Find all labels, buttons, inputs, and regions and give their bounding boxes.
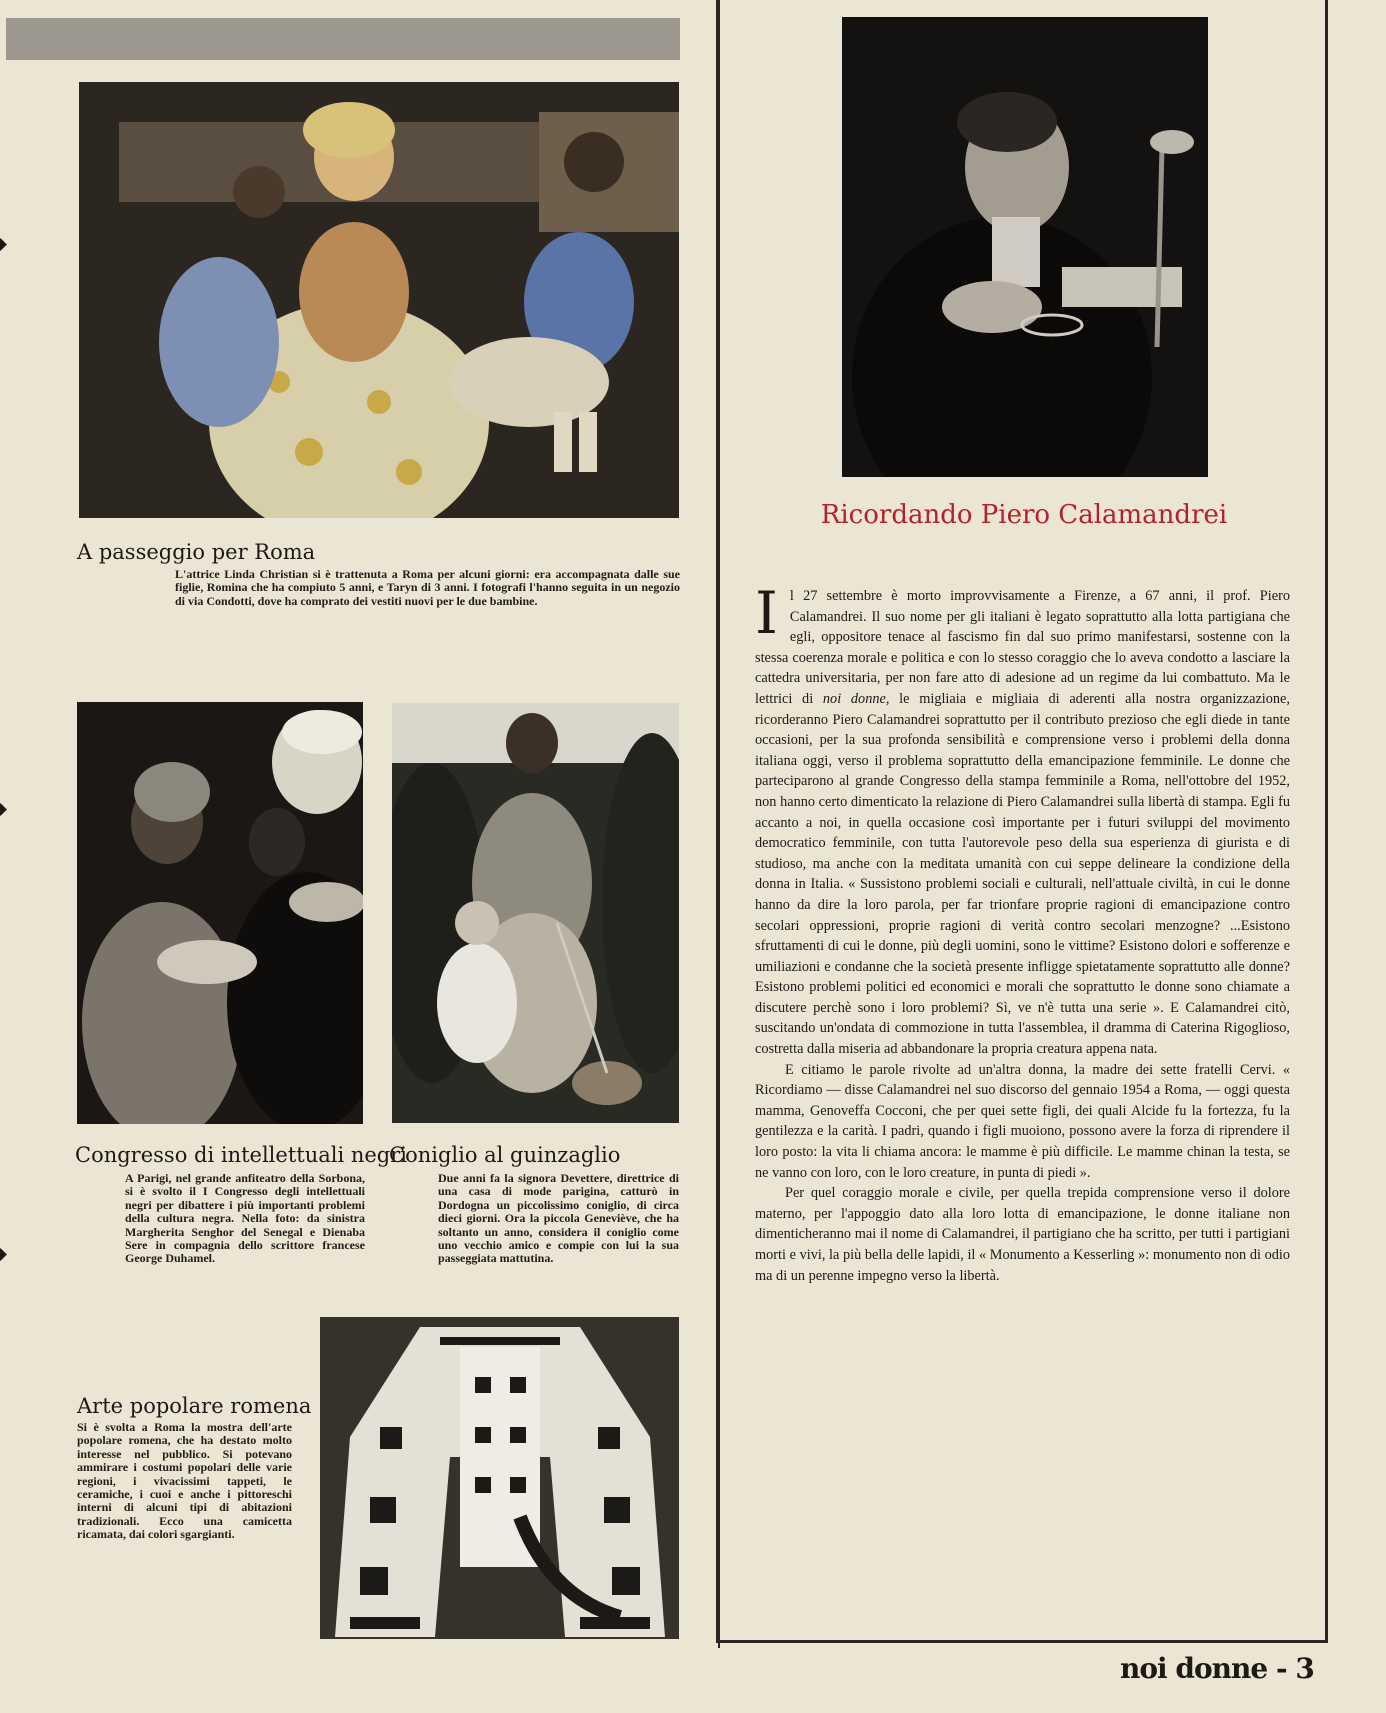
caption-title-roma: A passeggio per Roma	[77, 540, 316, 564]
left-edge-mark	[0, 1248, 7, 1261]
caption-text-coniglio: Due anni fa la signora Devettere, direttrice di una casa di mode parigina, catturò in Dordogna un piccolissimo coniglio, di circa dieci giorni. Ora la piccola Geneviève, che ha soltanto un anno, considera il coniglio come uno vecchio amico e compie con lui la sua passeggiata mattutina.	[438, 1171, 679, 1266]
left-edge-mark	[0, 238, 7, 251]
left-edge-mark	[0, 803, 7, 816]
caption-text-roma: L'attrice Linda Christian si è trattenuta a Roma per alcuni giorni: era accompagnata dalle sue figlie, Romina che ha compiuto 5 anni, e Taryn di 3 anni. I fotografi l'hanno seguita in un negozio di via Condotti, dove ha comprato dei vestiti nuovi per le due bambine.	[175, 567, 680, 608]
photo-romanian-blouse	[320, 1317, 679, 1639]
caption-title-congresso: Congresso di intellettuali negri	[75, 1143, 408, 1167]
top-gray-band	[6, 18, 680, 60]
caption-text-congresso: A Parigi, nel grande anfiteatro della Sorbona, si è svolto il I Congresso degli intellettuali negri per dibattere i più importanti problemi della cultura negra. Nella foto: da sinistra Margherita Senghor del Senegal e Dienaba Sere in compagnia dello scrittore francese George Duhamel.	[125, 1171, 365, 1266]
photo-rabbit	[392, 703, 679, 1123]
caption-title-coniglio: Coniglio al guinzaglio	[389, 1143, 621, 1167]
photo-linda-christian	[79, 82, 679, 518]
article-title: Ricordando Piero Calamandrei	[820, 500, 1228, 530]
article-paragraph-3: Per quel coraggio morale e civile, per quella trepida comprensione verso il dolore materno, per l'appoggio dato alla loro lotta di emancipazione, le donne italiane non dimenticheranno mai il nome di Calamandrei, il partigiano che ha scritto, per tutti i partigiani morti e vivi, la più bella delle lapidi, il « Monumento a Kesserling »: monumento non di odio ma di un perenne impegno verso la libertà.	[755, 1185, 1290, 1284]
article-body	[755, 579, 1290, 1286]
article-paragraph-1: Il 27 settembre è morto improvvisamente a Firenze, a 67 anni, il prof. Piero Calamandrei. Il suo nome per gli italiani è legato soprattutto alla lotta partigiana che egli, oppositore tenace al fascismo fin dal suo primo manifestarsi, sostenne con la stessa coerenza morale e politica e con lo stesso coraggio che lo aveva condotto a lasciare la cattedra universitaria, per non fare atto di adesione ad un regime da lui combattuto. Ma le lettrici di noi donne, le migliaia e migliaia di aderenti alla nostra organizzazione, ricorderanno Piero Calamandrei soprattutto per il contributo prezioso che egli diede in tante occasioni, per la sua profonda sensibilità e comprensione verso i problemi della donna italiana oggi, verso il problema soprattutto della emancipazione femminile. Le donne che parteciparono al grande Congresso della stampa femminile a Roma, nell'ottobre del 1952, non hanno certo dimenticato la relazione di Piero Calamandrei sulla libertà di stampa. Egli fu accanto a noi, in quella occasione così importante per i futuri sviluppi del movimento democratico femminile, con tutta l'autorevole peso della sua esperienza di giurista e di studioso, ma anche con la meditata umanità con cui seppe delineare la condizione della donna in Italia. « Sussistono problemi sociali e culturali, nell'attuale civiltà, in cui le donne hanno da dire la loro parola, per far trionfare proprie ragioni di emancipazione contro secolari oppressioni, proprie ragioni di verità contro secolari menzogne? ...Esistono sfruttamenti di cui le donne, più degli uomini, sono le vittime? Esistono dolori e sofferenze e umiliazioni e condanne che la società presente infligge spietatamente soprattutto alle donne? Esistono problemi politici ed economici e morali che soprattutto le donne sono chiamate a discutere perchè sono i loro problemi? Sì, ve n'è tutta una serie ». E Calamandrei citò, suscitando un'ondata di commozione in tutta l'assemblea, il dramma di Caterina Rigoglioso, costretta dalla miseria ad abbandonare la propria creatura appena nata.	[755, 579, 1290, 1058]
photo-congress	[77, 702, 363, 1124]
drop-cap: I	[755, 579, 778, 647]
publication-name: noi donne	[822, 690, 886, 707]
photo-calamandrei	[842, 17, 1208, 477]
page-footer: noi donne - 3	[1120, 1652, 1314, 1685]
article-paragraph-2: E citiamo le parole rivolte ad un'altra donna, la madre dei sette fratelli Cervi. « Ricordiamo — disse Calamandrei nel suo discorso del gennaio 1954 a Roma, — oggi questa mamma, Genoveffa Cocconi, che per quei sette figli, dei quali Alcide fu la fortezza, fu la gentilezza e la carità. I padri, quando i figli muoiono, possono avere la forza di riprendere il loro posto: la vita li chiama ancora: le mamme è più difficile. Le mamme chinan la testa, se ne vanno con loro, con le loro creature, in punta di piedi ».	[755, 1061, 1290, 1181]
caption-text-arte: Si è svolta a Roma la mostra dell'arte popolare romena, che ha destato molto interesse nel pubblico. Si potevano ammirare i costumi popolari delle varie regioni, i vivacissimi tappeti, le ceramiche, i cuoi e anche i pittoreschi interni di alcuni tipi di abitazioni tradizionali. Ecco una camicetta ricamata, dai colori sgargianti.	[77, 1420, 292, 1542]
caption-title-arte: Arte popolare romena	[77, 1394, 312, 1418]
